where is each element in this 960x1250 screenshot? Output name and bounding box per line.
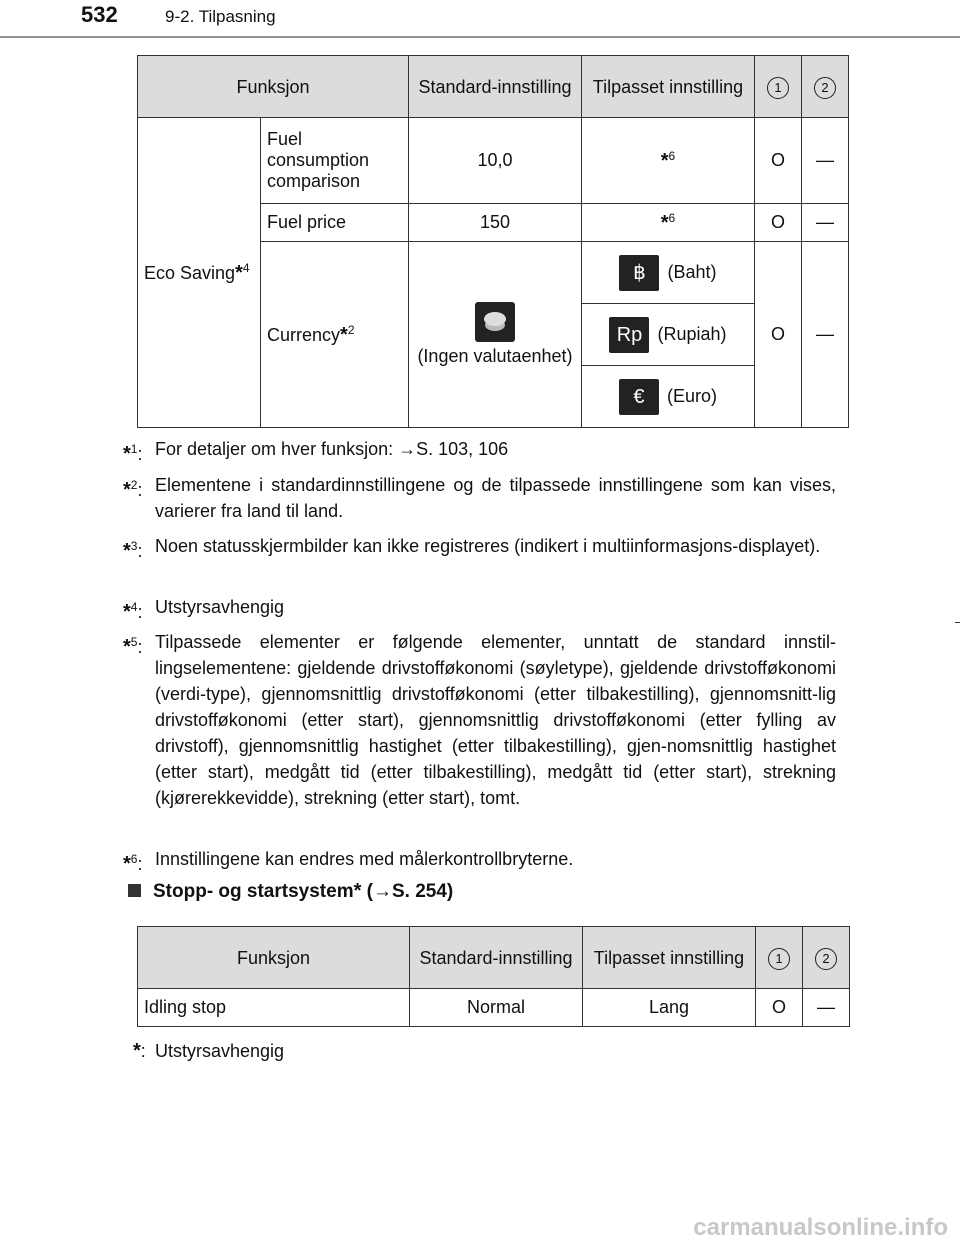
col-1 (756, 927, 803, 989)
circled-number-2: 2 (815, 948, 837, 970)
option-label: (Baht) (667, 262, 717, 282)
table-header-row (138, 56, 849, 118)
footnote-6: *$^6$: Innstillingene kan endres med målerkontrollbryterne. (123, 849, 574, 875)
section-heading-stop-start: Stopp- og startsystem* (→S. 254) (128, 880, 453, 903)
watermark: carmanualsonline.info (693, 1214, 948, 1241)
custom-option (582, 304, 755, 366)
coins-icon (475, 302, 515, 342)
footnote-4: *$^4$: Utstyrsavhengig (123, 597, 285, 623)
margin-mark (955, 622, 960, 623)
function-eco-saving: Eco Saving*$^4$ (138, 118, 261, 428)
baht-icon: ฿ (619, 255, 659, 291)
col2-value: — (802, 204, 849, 242)
col-custom: Tilpasset innstilling (582, 56, 755, 118)
col-standard: Standard-innstilling (410, 927, 583, 989)
rupiah-icon: Rp (609, 317, 649, 353)
footnote-ref: 6 (668, 210, 676, 225)
item-label: Fuel consumption comparison (261, 118, 409, 204)
square-bullet-icon (128, 884, 141, 897)
col-function: Funksjon (138, 927, 410, 989)
table-header-row (138, 927, 850, 989)
col2-value: — (802, 118, 849, 204)
item-currency: Currency*$^2$ (261, 242, 409, 428)
section-title: 9-2. Tilpasning (165, 7, 276, 26)
col-1 (755, 56, 802, 118)
circled-number-1: 1 (767, 77, 789, 99)
option-label: (Euro) (666, 386, 717, 406)
custom-option (582, 366, 755, 428)
footnote-5: *$^5$: Tilpassede elementer er følgende elementer, unntatt de standard innstil-lingselementene: gjeldende drivstofføkonomi (søyletype), gjeldende drivstofføkonomi (verdi-type), gjennomsnittlig drivstofføkonomi (etter tilbakestilling), gjennomsnitt-lig drivstofføkonomi (etter start), gjennomsnittlig drivstofføkonomi (etter fylling av drivstoff), gjennomsnittlig hastighet (etter tilbakestilling), gjen-nomsnittlig hastighet (etter start), medgått tid (etter tilbakestilling), medgått tid (etter start), strekning (kjørerekkevidde), strekning (etter start), tomt. (123, 632, 836, 808)
header-rule (0, 36, 960, 38)
footnote-final: *: Utstyrsavhengig (133, 1040, 285, 1062)
item-label: Currency (267, 324, 341, 345)
footnote-ref: 6 (668, 148, 676, 163)
standard-value: Normal (410, 989, 583, 1027)
page-number: 532 (81, 2, 118, 27)
col2-value: — (802, 242, 849, 428)
col1-value: O (755, 204, 802, 242)
footnote-2: *$^2$: Elementene i standardinnstillingene og de tilpassede innstillingene som kan vises, varierer fra land til land. (123, 475, 836, 521)
col1-value: O (756, 989, 803, 1027)
circled-number-1: 1 (768, 948, 790, 970)
custom-value: *$^6$ (582, 118, 755, 204)
custom-value: *$^6$ (582, 204, 755, 242)
standard-value: (Ingen valutaenhet) (417, 346, 573, 366)
option-label: (Rupiah) (657, 324, 727, 344)
table-row (138, 118, 849, 204)
circled-number-2: 2 (814, 77, 836, 99)
col-function: Funksjon (138, 56, 409, 118)
col-custom: Tilpasset innstilling (583, 927, 756, 989)
item-label: Idling stop (138, 989, 410, 1027)
standard-value: 150 (409, 204, 582, 242)
heading-text: Stopp- og startsystem (153, 881, 354, 902)
page-reference: (→S. 254) (366, 881, 454, 902)
standard-no-currency (409, 242, 582, 428)
col1-value: O (755, 242, 802, 428)
settings-table-idling (137, 926, 850, 1027)
col1-value: O (755, 118, 802, 204)
custom-option (582, 242, 755, 304)
footnote-ref: 4 (242, 260, 250, 275)
item-label: Fuel price (261, 204, 409, 242)
table-row (138, 989, 850, 1027)
footnote-ref: 2 (347, 322, 355, 337)
footnote-1: *$^1$: For detaljer om hver funksjon: →S. 103, 106 (123, 439, 509, 465)
col2-value: — (803, 989, 850, 1027)
settings-table-eco (137, 55, 849, 428)
standard-value: 10,0 (409, 118, 582, 204)
euro-icon: € (619, 379, 659, 415)
col-2 (803, 927, 850, 989)
custom-value: Lang (583, 989, 756, 1027)
col-2 (802, 56, 849, 118)
function-label: Eco Saving (144, 262, 236, 283)
col-standard: Standard-innstilling (409, 56, 582, 118)
footnote-3: *$^3$: Noen statusskjermbilder kan ikke registreres (indikert i multiinformasjons-displayet). (123, 536, 821, 562)
